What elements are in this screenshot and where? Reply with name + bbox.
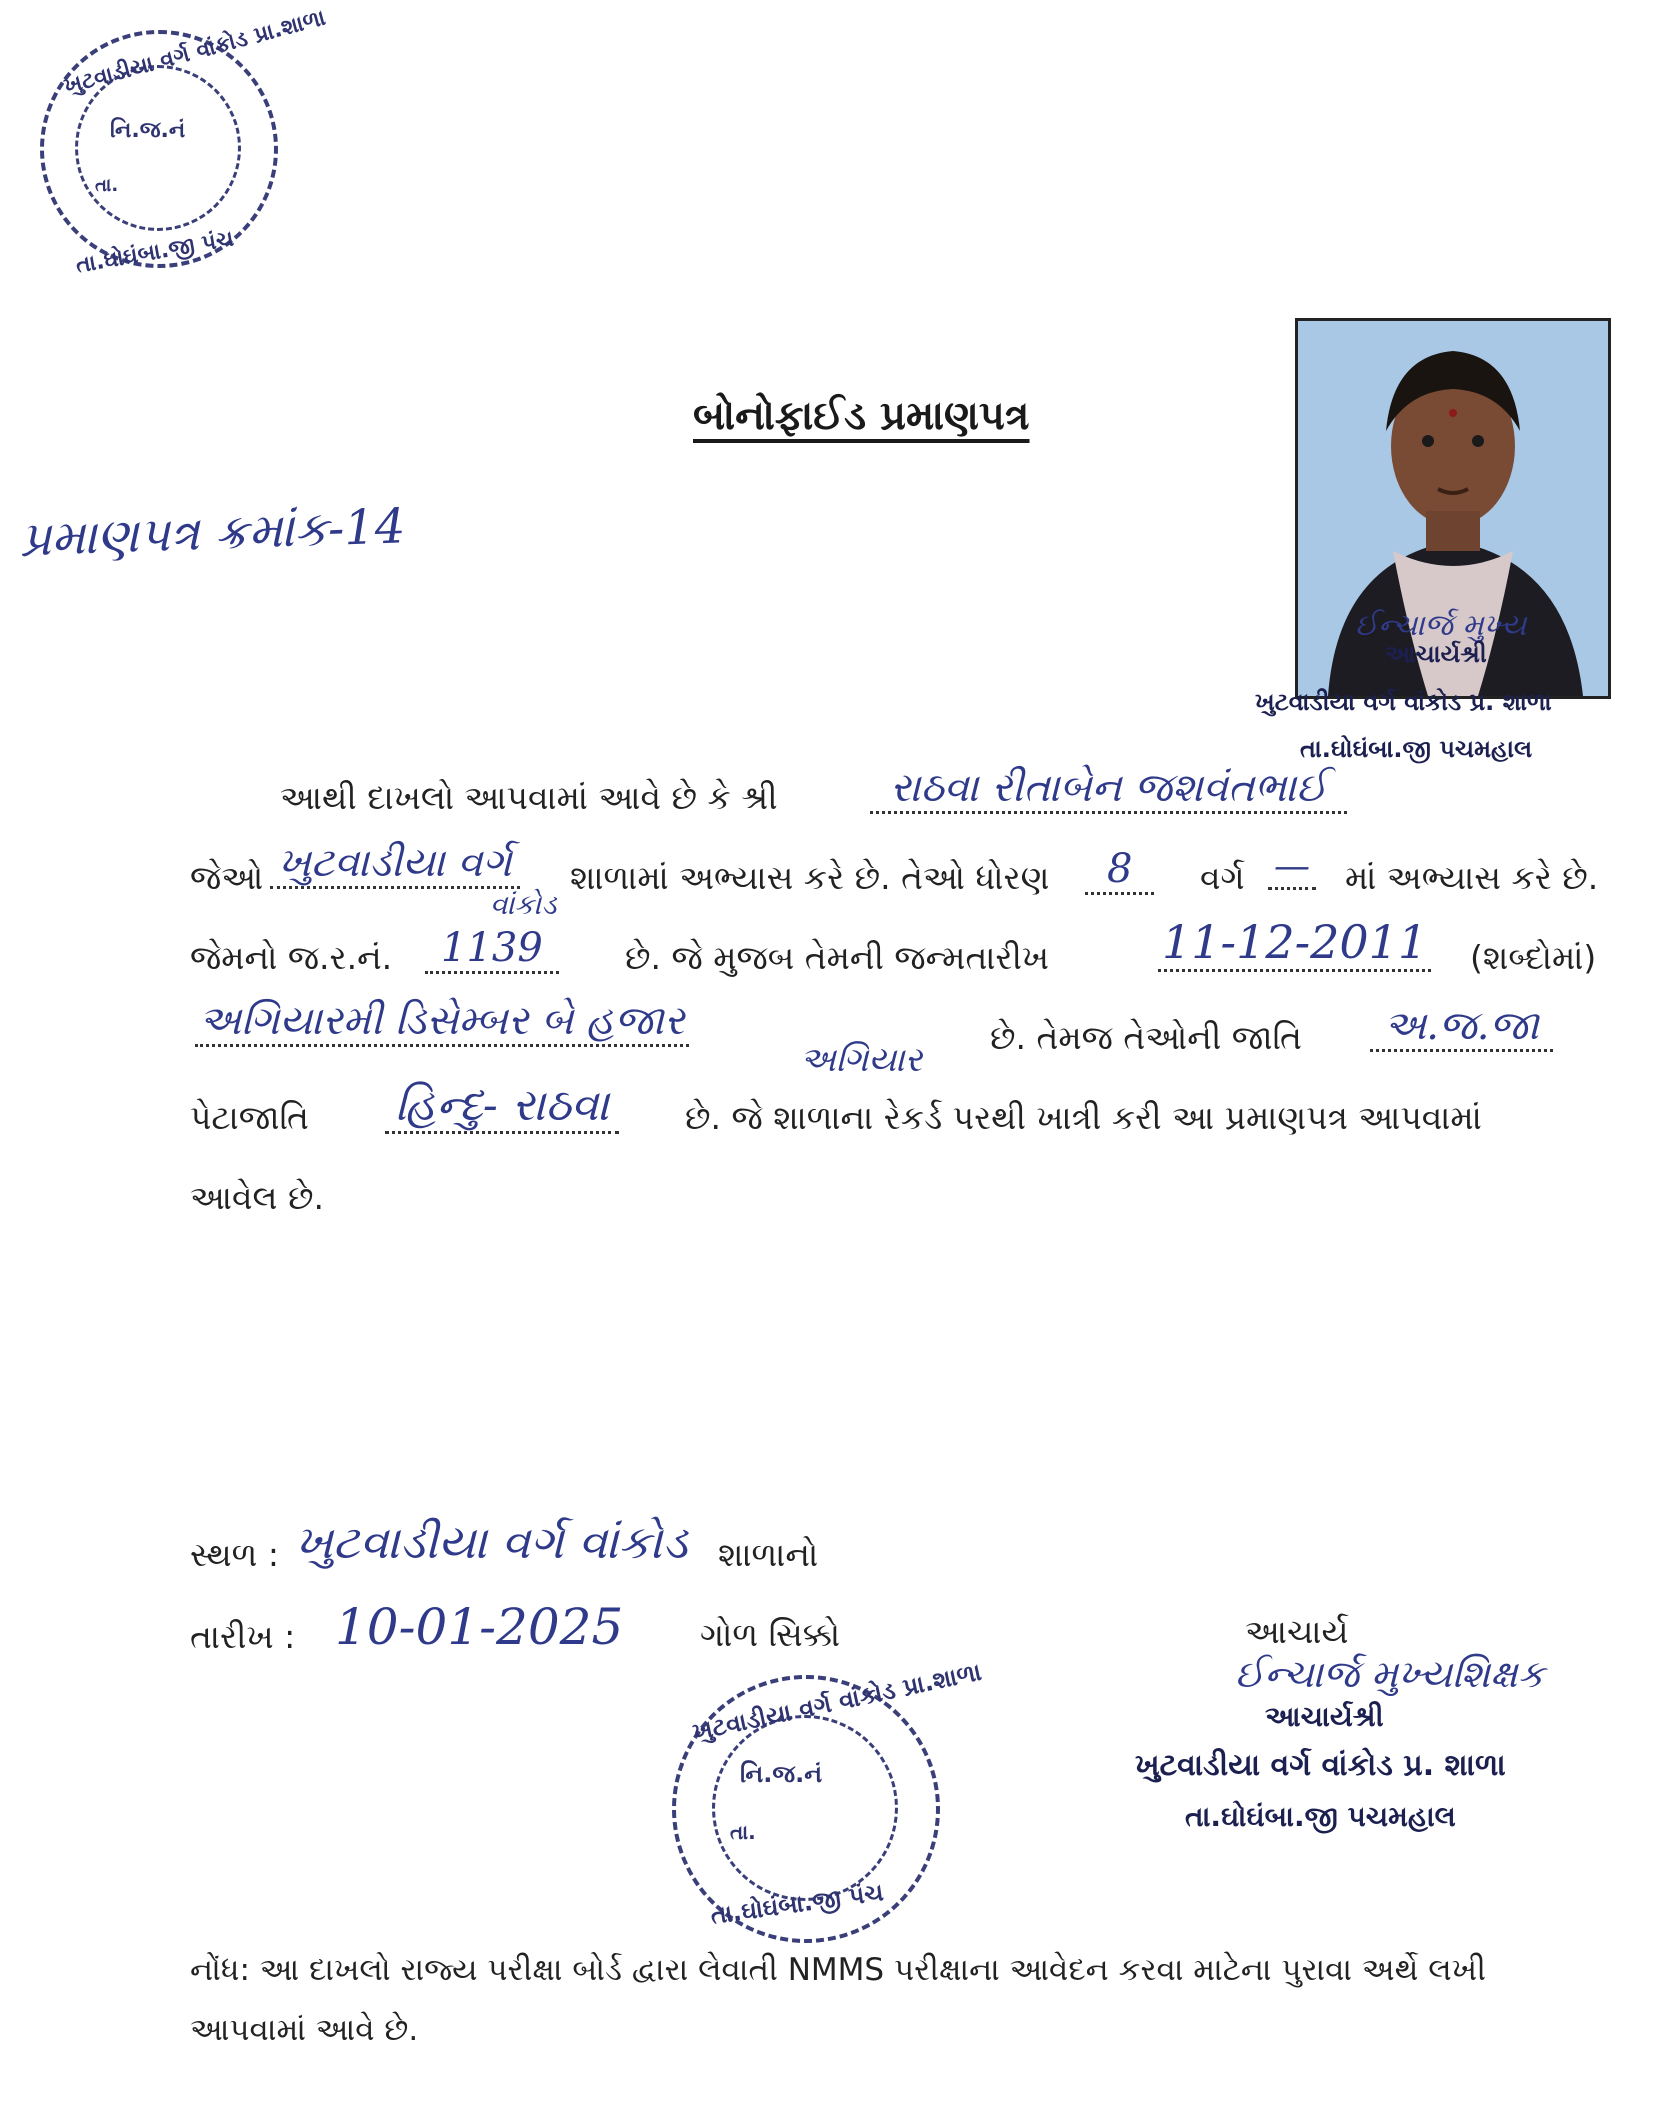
standard-value: 8 [1085,846,1154,895]
principal-school: ખુટવાડીયા વર્ગ વાંકોડ પ્ર. શાળા [1135,1748,1506,1783]
line2-class-label: વર્ગ [1200,858,1245,897]
line1-prefix: આથી દાખલો આપવામાં આવે છે કે શ્રી [280,778,778,817]
place-value: ખુટવાડીયા વર્ગ વાંકોડ [295,1515,688,1569]
note-line2: આપવામાં આવે છે. [190,2012,419,2048]
bottom-stamp-top-text: ખુટવાડીયા વર્ગ વાંકોડ પ્રા.શાળા [690,1657,984,1747]
line3-mid: છે. જે મુજબ તેમની જન્મતારીખ [625,938,1050,977]
school-name-extra: વાંકોડ [490,888,557,921]
sub-caste-value: હિન્દુ- રાઠવા [385,1080,619,1134]
birth-date-words-extra: અગિયાર [800,1040,923,1080]
photo-overlay-title: આચાર્યશ્રી [1385,640,1487,668]
place-label: સ્થળ : [190,1535,279,1574]
line2-mid: શાળામાં અભ્યાસ કરે છે. તેઓ ધોરણ [570,858,1050,897]
photo-overlay-signature: ઈન્ચાર્જ મુખ્ય [1355,608,1527,643]
photo-overlay-address: તા.ઘોઘંબા.જી પચમહાલ [1300,735,1533,763]
line2-prefix: જેઓ [190,858,264,897]
stamp-top-text: ખુટવાડીયા વર્ગ વાંકોડ પ્રા.શાળા [61,5,329,100]
certificate-number: પ્રમાણપત્ર ક્રમાંક-14 [19,498,407,568]
principal-title: આચાર્યશ્રી [1265,1700,1384,1733]
line4-mid: છે. તેમજ તેઓની જાતિ [990,1018,1302,1057]
stamp-bottom-text: તા.ઘોઘંબા.જી પંચ [74,226,236,279]
date-value: 10-01-2025 [335,1598,624,1656]
stamp-inner-text-2: તા. [95,175,119,196]
class-value: — [1268,846,1316,890]
seal-label: ગોળ સિક્કો [700,1615,841,1654]
birth-date-words: અગિયારમી ડિસેમ્બર બે હજાર [195,998,689,1047]
photo-overlay-school: ખુટવાડીયા વર્ગ વાંકોડ પ્ર. શાળા [1255,688,1552,716]
school-name-filled: ખુટવાડીયા વર્ગ [270,840,520,889]
place-suffix: શાળાનો [718,1535,819,1574]
principal-address: તા.ઘોઘંબા.જી પચમહાલ [1185,1800,1456,1833]
line5-suffix: છે. જે શાળાના રેકર્ડ પરથી ખાત્રી કરી આ પ્રમાણપત્ર આપવામાં [685,1098,1482,1137]
bottom-stamp-inner-text-1: નિ.જ.નં [740,1760,823,1788]
line3-prefix: જેમનો જ.ર.નં. [190,938,393,977]
bottom-stamp-bottom-text: તા.ઘોઘંબા.જી પંચ [708,1878,886,1930]
stamp-inner-text-1: નિ.જ.નં [110,118,186,143]
bottom-stamp-inner-text-2: તા. [730,1820,756,1844]
line2-suffix: માં અભ્યાસ કરે છે. [1345,858,1599,897]
student-name: રાઠવા રીતાબેન જશવંતભાઈ [870,765,1347,814]
birth-date: 11-12-2011 [1158,915,1431,972]
principal-label: આચાર્ય [1245,1612,1349,1651]
principal-signature: ઈન્ચાર્જ મુખ્યશિક્ષક [1235,1652,1545,1696]
line5-prefix: પેટાજાતિ [190,1098,309,1137]
bottom-stamp-inner-circle [712,1715,898,1901]
caste-value: અ.જ.જા [1370,1003,1553,1052]
note-line1: નોંધ: આ દાખલો રાજ્ય પરીક્ષા બોર્ડ દ્વારા લેવાતી NMMS પરીક્ષાના આવેદન કરવા માટેના પુરાવા અર્થે લખી [190,1952,1486,1988]
document-title: બોનોફાઈડ પ્રમાણપત્ર [693,393,1030,439]
register-number: 1139 [425,925,559,974]
date-label: તારીખ : [190,1617,296,1656]
line3-suffix: (શબ્દોમાં) [1470,938,1597,977]
line6-text: આવેલ છે. [190,1178,324,1217]
